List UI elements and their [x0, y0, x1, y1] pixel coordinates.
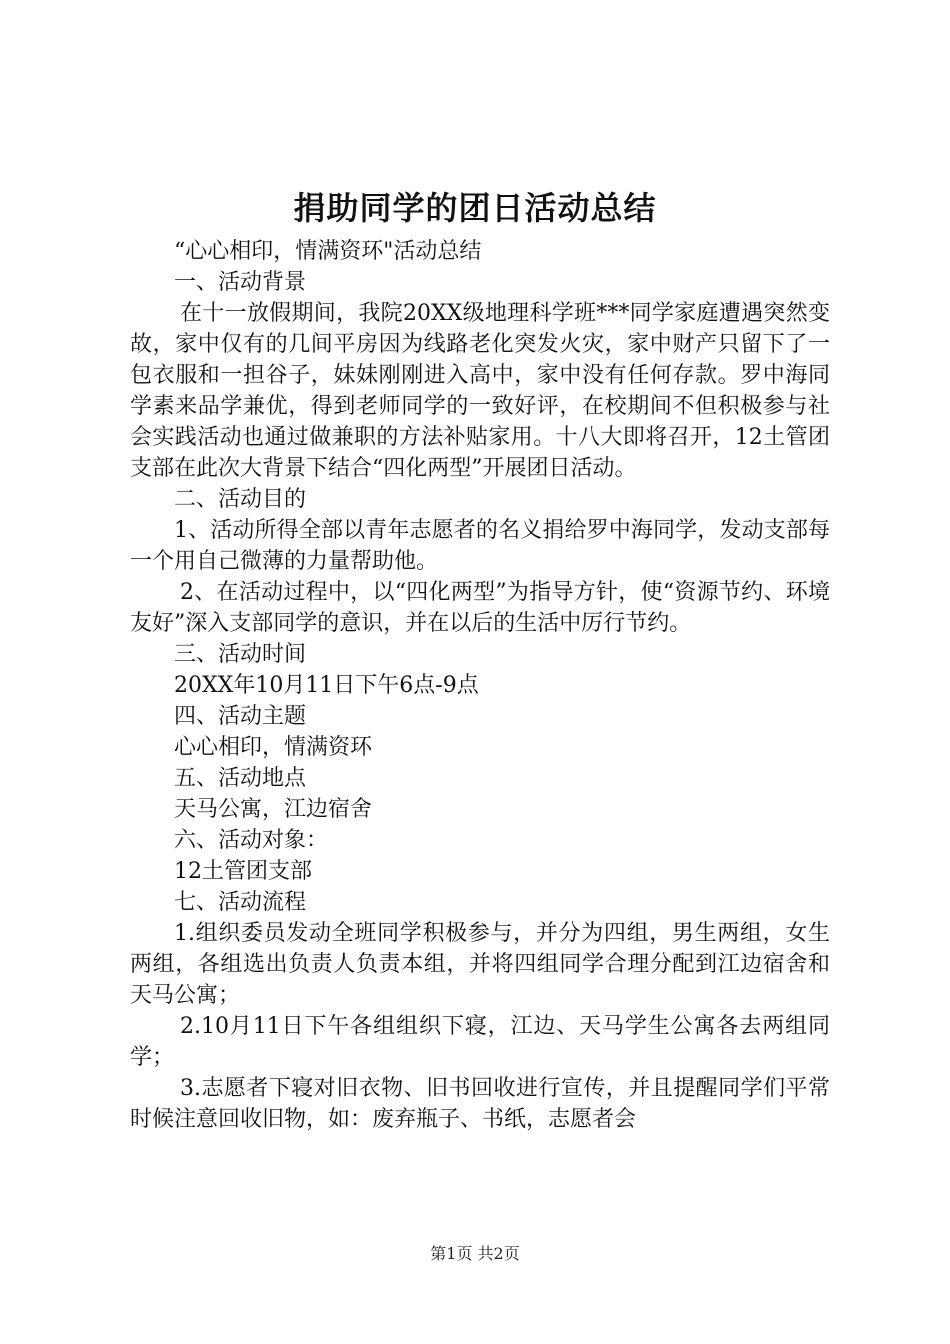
section-heading: 一、活动背景: [174, 270, 307, 295]
section-heading: 七、活动流程: [174, 890, 307, 915]
section-heading: 五、活动地点: [174, 766, 307, 791]
body-paragraph: 12土管团支部: [174, 859, 312, 884]
body-paragraph: 20XX年10月11日下午6点-9点: [174, 673, 479, 698]
section-heading: 四、活动主题: [174, 704, 307, 729]
document-title: 捐助同学的团日活动总结: [293, 189, 657, 227]
body-paragraph: 2、在活动过程中，以“四化两型”为指导方针，使“资源节约、环境友好”深入支部同学的意识，并在以后的生活中厉行节约。: [130, 580, 830, 636]
body-paragraph: 心心相印，情满资环: [174, 735, 373, 760]
body-paragraph: 2.10月11日下午各组组织下寝，江边、天马学生公寓各去两组同学；: [130, 1014, 830, 1070]
body-paragraph: 1.组织委员发动全班同学积极参与，并分为四组，男生两组，女生两组，各组选出负责人负责本组，并将四组同学合理分配到江边宿舍和天马公寓；: [130, 921, 830, 1008]
section-heading: 二、活动目的: [174, 487, 307, 512]
body-paragraph: 3.志愿者下寝对旧衣物、旧书回收进行宣传，并且提醒同学们平常时候注意回收旧物，如：废弃瓶子、书纸，志愿者会: [130, 1076, 830, 1132]
body-paragraph: 1、活动所得全部以青年志愿者的名义捐给罗中海同学，发动支部每一个用自己微薄的力量帮助他。: [130, 518, 830, 574]
page-number-footer: 第1页 共2页: [430, 1244, 520, 1263]
section-heading: 六、活动对象：: [174, 828, 329, 853]
subtitle-paragraph: “心心相印，情满资环"活动总结: [174, 239, 482, 264]
body-paragraph: 在十一放假期间，我院20XX级地理科学班***同学家庭遭遇突然变故，家中仅有的几间平房因为线路老化突发火灾，家中财产只留下了一包衣服和一担谷子，妹妹刚刚进入高中，家中没有任何存款。罗中海同学素来品学兼优，得到老师同学的一致好评，在校期间不但积极参与社会实践活动也通过做兼职的方法补贴家用。十八大即将召开，12土管团支部在此次大背景下结合“四化两型”开展团日活动。: [130, 301, 830, 481]
section-heading: 三、活动时间: [174, 642, 307, 667]
body-paragraph: 天马公寓，江边宿舍: [174, 797, 373, 822]
document-body: [130, 236, 830, 1135]
